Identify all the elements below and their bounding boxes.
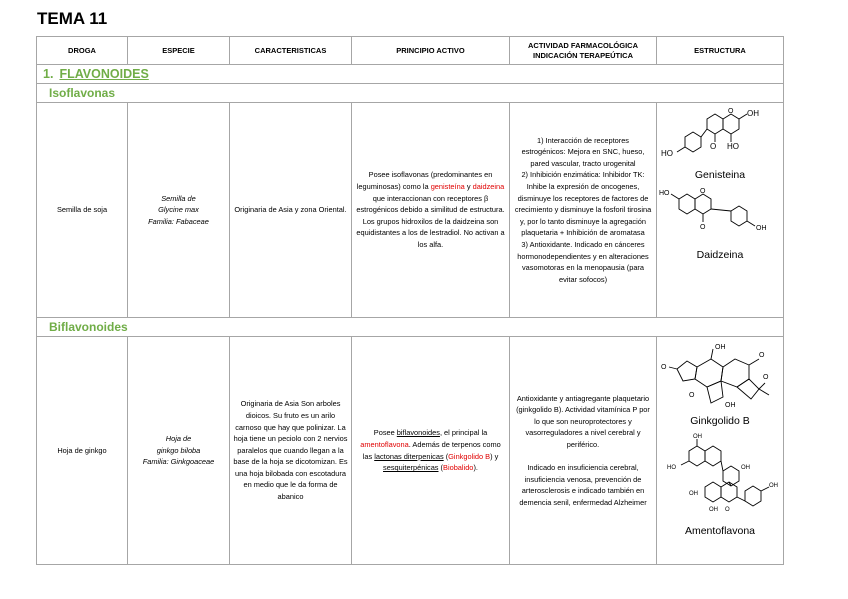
actividad-item: 3) Antioxidante. Indicado en cánceres hormonodependientes y en alteraciones vasomotoras en la menopausia (para evitar sofocos) <box>517 239 649 284</box>
page-title: TEMA 11 <box>37 9 108 28</box>
text-span: Posee isoflavonas (predominantes en leguminosas) como la <box>356 170 493 192</box>
text-span: que interaccionan con receptores β estrogénicos debido a similitud de estructura. Los grupos hidroxilos de la daidzeina son equidistantes a los de lestradiol. No activan a los alfa. <box>356 193 505 249</box>
header-row <box>37 37 784 65</box>
especie-line: Semilla de <box>161 193 196 203</box>
header-droga: DROGA <box>37 37 128 65</box>
subsection-row-biflavonoides <box>37 318 784 337</box>
svg-text:OH: OH <box>693 434 702 440</box>
structure-name-amentoflavona: Amentoflavona <box>684 525 756 537</box>
svg-text:HO: HO <box>661 149 673 158</box>
droga-cell: Semilla de soja <box>37 103 128 318</box>
svg-text:OH: OH <box>769 483 778 489</box>
subsection-heading: Isoflavonas <box>37 84 784 103</box>
especie-line: ginkgo biloba <box>156 445 201 455</box>
section-heading <box>37 65 784 84</box>
section-number: 1. <box>43 67 54 81</box>
svg-text:HO: HO <box>659 190 670 197</box>
caracteristicas-cell: Originaria de Asia y zona Oriental. <box>230 103 352 318</box>
text-span: ). <box>473 463 478 473</box>
svg-text:OH: OH <box>689 491 698 497</box>
amentoflavona-highlight: amentoflavona <box>360 439 409 449</box>
especie-cell <box>128 103 230 318</box>
actividad-item: Indicado en insuficiencia cerebral, insuficiencia venosa, prevención de arterosclerosis e indicado también en demencia senil, enfermedad Alzheimer <box>519 463 647 507</box>
drug-table <box>36 36 784 565</box>
svg-text:OH: OH <box>709 507 718 513</box>
svg-text:HO: HO <box>667 465 676 471</box>
svg-text:O: O <box>728 108 734 115</box>
svg-text:OH: OH <box>725 402 736 409</box>
structure-name-ginkgolido: Ginkgolido B <box>690 415 750 427</box>
ginkgolido-structure-image <box>659 339 781 413</box>
genisteina-highlight: genisteína <box>430 182 465 192</box>
svg-text:OH: OH <box>756 225 767 232</box>
header-actividad <box>510 37 657 65</box>
section-row-flavonoides <box>37 65 784 84</box>
text-span: ( <box>438 463 444 473</box>
header-principio: PRINCIPIO ACTIVO <box>352 37 510 65</box>
text-span: , el principal la <box>439 428 488 438</box>
text-span: ( <box>443 451 449 461</box>
text-span: ) y <box>490 451 499 461</box>
ginkgolido-highlight: Ginkgolido B <box>448 451 491 461</box>
bilobalido-highlight: Biobalido <box>443 463 474 473</box>
table-row <box>37 103 784 318</box>
section-name: FLAVONOIDES <box>59 67 149 81</box>
actividad-item: 1) Interacción de receptores estrogénicos: Mejora en SNC, hueso, pared vascular, tracto urogenital <box>521 135 645 168</box>
table-row <box>37 337 784 565</box>
biflavonoides-term: biflavonoides <box>396 428 440 438</box>
especie-line: Familia: Fabaceae <box>148 216 209 226</box>
header-especie: ESPECIE <box>128 37 230 65</box>
sesquiterpenicas-term: sesquiterpénicas <box>383 463 439 473</box>
header-actividad-line2: INDICACIÓN TERAPEÚTICA <box>532 50 633 60</box>
subsection-row-isoflavonas <box>37 84 784 103</box>
genisteina-structure-image <box>659 105 781 167</box>
svg-text:O: O <box>689 392 695 399</box>
daidzeina-structure-image <box>659 185 781 247</box>
actividad-cell <box>510 103 657 318</box>
daidzeina-highlight: daidzeina <box>472 182 505 192</box>
droga-cell: Hoja de ginkgo <box>37 337 128 565</box>
header-estructura: ESTRUCTURA <box>657 37 784 65</box>
estructura-cell <box>657 337 784 565</box>
text-span: Posee <box>373 428 397 438</box>
especie-line: Hoja de <box>165 434 192 444</box>
actividad-cell <box>510 337 657 565</box>
header-caracteristicas: CARACTERISTICAS <box>230 37 352 65</box>
svg-text:OH: OH <box>747 109 759 118</box>
amentoflavona-structure-image <box>659 431 781 523</box>
text-span: . Además de terpenos como las <box>362 439 501 461</box>
svg-text:O: O <box>710 142 717 151</box>
svg-text:OH: OH <box>741 465 750 471</box>
svg-text:O: O <box>759 352 765 359</box>
svg-text:O: O <box>763 374 769 381</box>
lactonas-term: lactonas diterpenicas <box>374 451 444 461</box>
especie-line: Glycine max <box>158 205 199 215</box>
structure-name-daidzeina: Daidzeina <box>696 249 744 261</box>
caracteristicas-cell: Originaria de Asia Son arboles dioicos. Su fruto es un arilo carnoso que hay que polinizar. La hoja tiene un peciolo con 2 nervios paralelos que cuando llegan a la base de la hoja se dicotomizan. Es una hoja bilobada con escotadura en medio que le da forma de abanico <box>230 337 352 565</box>
svg-text:O: O <box>700 188 706 195</box>
structure-name-genisteina: Genisteina <box>694 169 746 181</box>
svg-text:O: O <box>661 364 667 371</box>
estructura-cell <box>657 103 784 318</box>
header-actividad-line1: ACTIVIDAD FARMACOLÓGICA <box>528 40 638 50</box>
svg-text:OH: OH <box>715 344 726 351</box>
especie-cell <box>128 337 230 565</box>
especie-line: Familia: Ginkgoaceae <box>142 457 215 467</box>
svg-text:HO: HO <box>727 142 739 151</box>
principio-cell <box>352 103 510 318</box>
text-span: y <box>464 182 473 192</box>
subsection-heading: Biflavonoides <box>37 318 784 337</box>
actividad-item: Antioxidante y antiagregante plaquetario (ginkgolido B). Actividad vitamínica P por lo que son neuroprotectores y vasorreguladores a nivel cerebral y periférico. <box>516 393 650 449</box>
actividad-item: 2) Inhibición enzimática: Inhibidor TK: Inhibe la expresión de oncogenes, disminuye los receptores de factores de crecimiento y disminuye la fosforil tirosina y, por lo tanto disminuye la agregación plaquetaria + Inhibición de aromatasa <box>514 170 652 238</box>
principio-cell <box>352 337 510 565</box>
svg-text:O: O <box>725 507 730 513</box>
svg-text:O: O <box>700 224 706 231</box>
